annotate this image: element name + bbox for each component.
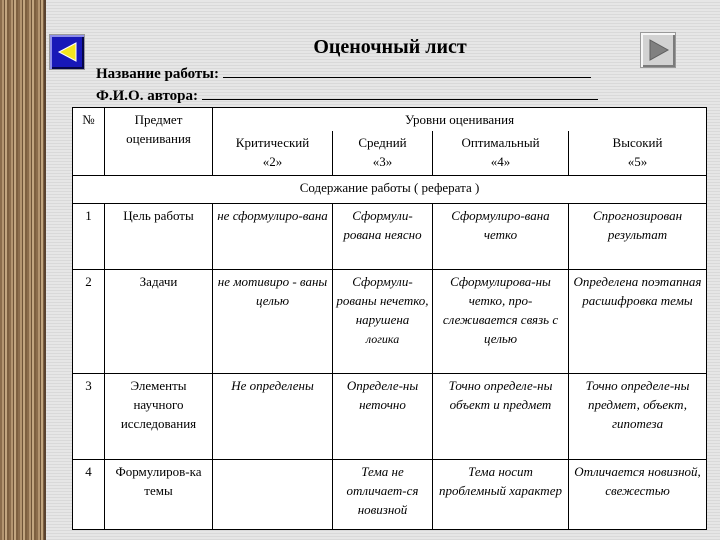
row-cell-optimal: Точно определе-ны объект и предмет — [433, 373, 569, 459]
level-critical: Критический «2» — [213, 131, 333, 175]
decorative-side-stripe — [0, 0, 46, 540]
back-button[interactable] — [49, 34, 85, 70]
work-name-label: Название работы: — [96, 66, 220, 82]
evaluation-table — [72, 107, 707, 530]
table-row — [73, 373, 707, 459]
next-button[interactable] — [640, 32, 676, 68]
row-cell-average: Определе-ны неточно — [333, 373, 433, 459]
level-optimal: Оптимальный «4» — [433, 131, 569, 175]
row-cell-critical — [213, 459, 333, 529]
row-subject: Элементы научного исследования — [105, 373, 213, 459]
level-average: Средний «3» — [333, 131, 433, 175]
work-name-blank[interactable] — [223, 64, 591, 78]
row-number: 1 — [73, 203, 105, 269]
row-cell-critical: Не определены — [213, 373, 333, 459]
triangle-left-icon — [50, 35, 84, 69]
row-number: 3 — [73, 373, 105, 459]
row-cell-optimal: Сформулиро-вана четко — [433, 203, 569, 269]
row-cell-high: Определена поэтапная расшифровка темы — [569, 269, 707, 373]
row-cell-average: Сформули-рована неясно — [333, 203, 433, 269]
row-number: 2 — [73, 269, 105, 373]
level-high: Высокий «5» — [569, 131, 707, 175]
row-cell-high: Отличается новизной, свежестью — [569, 459, 707, 529]
number-header: № — [73, 108, 105, 176]
levels-header: Уровни оценивания — [213, 108, 707, 132]
row-cell-critical: не мотивиро - ваны целью — [213, 269, 333, 373]
row-cell-critical: не сформулиро-вана — [213, 203, 333, 269]
author-label: Ф.И.О. автора: — [96, 88, 198, 104]
row-cell-average: Тема не отличает-ся новизной — [333, 459, 433, 529]
author-blank[interactable] — [202, 86, 598, 100]
table-row — [73, 459, 707, 529]
row-cell-high: Спрогнозирован результат — [569, 203, 707, 269]
row-cell-optimal: Сформулирова-ны четко, про-слеживается связь с целью — [433, 269, 569, 373]
row-number: 4 — [73, 459, 105, 529]
work-name-field — [96, 64, 591, 83]
row-cell-optimal: Тема носит проблемный характер — [433, 459, 569, 529]
subject-header: Предмет оценивания — [105, 108, 213, 176]
table-row — [73, 203, 707, 269]
author-field — [96, 86, 598, 105]
row-subject: Формулиров-ка темы — [105, 459, 213, 529]
row-cell-average: Сформули-рованы нечетко, нарушена логика — [333, 269, 433, 373]
section-title: Содержание работы ( реферата ) — [73, 175, 707, 203]
table-row — [73, 269, 707, 373]
row-subject: Цель работы — [105, 203, 213, 269]
page-title: Оценочный лист — [313, 36, 467, 58]
row-subject: Задачи — [105, 269, 213, 373]
row-cell-high: Точно определе-ны предмет, объект, гипотеза — [569, 373, 707, 459]
triangle-right-icon — [641, 33, 675, 67]
